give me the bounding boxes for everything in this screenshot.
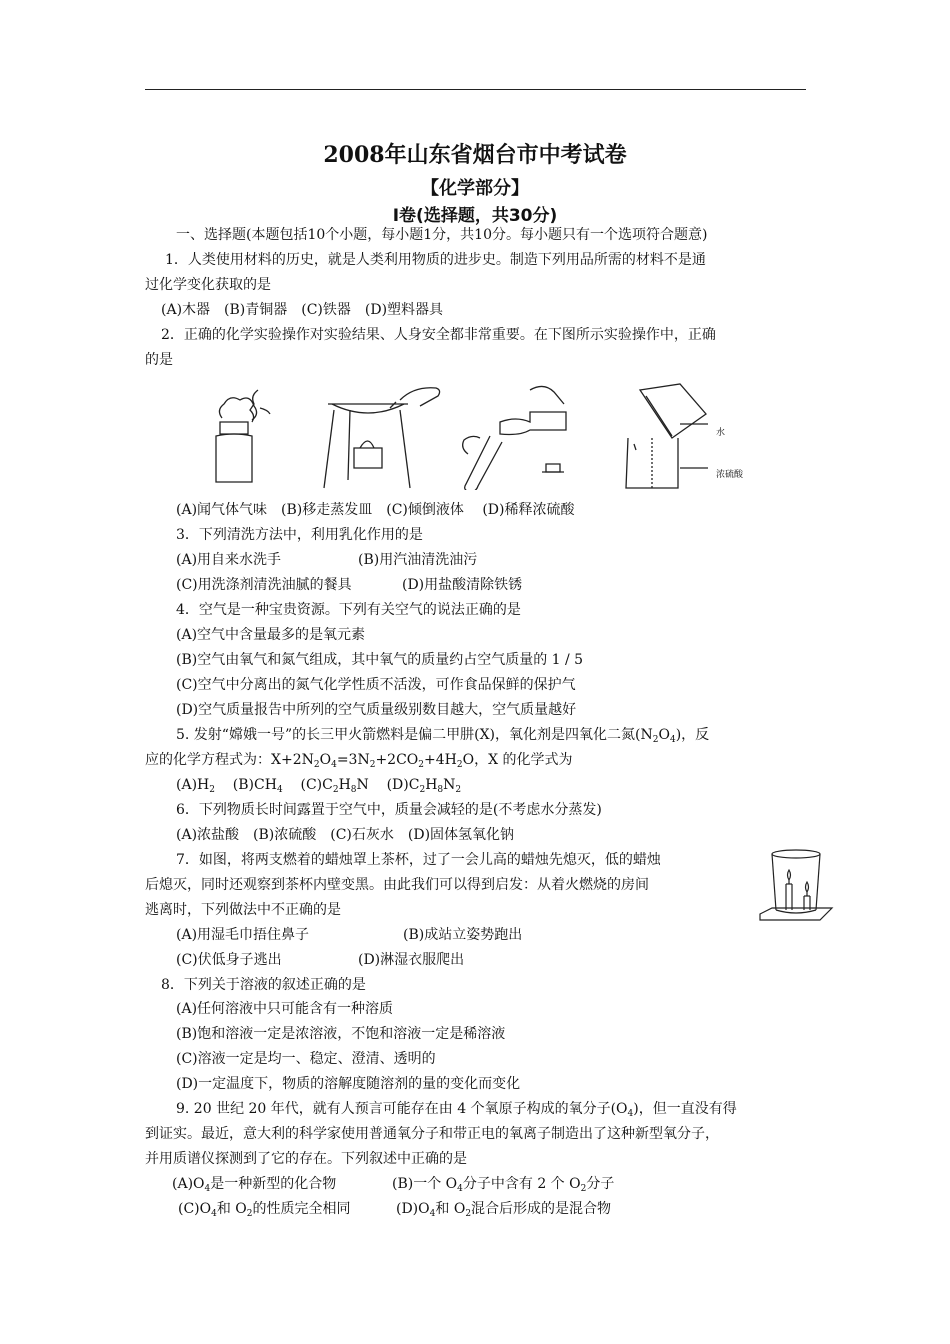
q1-stem-1: 1．人类使用材料的历史，就是人类利用物质的进步史。制造下列用品所需的材料不是通 xyxy=(165,252,706,268)
q7-stem-3: 逃离时，下列做法中不正确的是 xyxy=(145,902,341,918)
q8-option-d: (D)一定温度下，物质的溶解度随溶剂的量的变化而变化 xyxy=(176,1076,521,1092)
header-rule xyxy=(145,89,806,90)
label-conc-acid: 浓硫酸 xyxy=(716,470,744,480)
q5-stem-2: 应的化学方程式为：$X+2N_2O_4=3N_2+2CO_2+4H_2O$，X 的化学式为 xyxy=(145,752,573,770)
page-title: 2008年山东省烟台市中考试卷 xyxy=(323,142,627,168)
q4-stem: 4．空气是一种宝贵资源。下列有关空气的说法正确的是 xyxy=(176,602,521,618)
q7-option-a: (A)用湿毛巾捂住鼻子 xyxy=(176,927,310,943)
q9-option-b: (B)一个 $O_4$分子中含有 2 个 $O_2$分子 xyxy=(392,1176,615,1194)
q2-stem-1: 2．正确的化学实验操作对实验结果、人身安全都非常重要。在下图所示实验操作中，正确 xyxy=(161,327,716,343)
q3-option-d: (D)用盐酸清除铁锈 xyxy=(402,577,523,593)
subject-heading: 【化学部分】 xyxy=(421,178,529,199)
q6-stem: 6．下列物质长时间露置于空气中，质量会减轻的是(不考虑水分蒸发) xyxy=(176,802,602,818)
q9-option-d: $(D)O_4$和 $O_2$混合后形成的是混合物 xyxy=(396,1201,612,1219)
q6-options: (A)浓盐酸 (B)浓硫酸 (C)石灰水 (D)固体氢氧化钠 xyxy=(176,827,515,843)
q5-options: $(A)H_2$ $(B)CH_4$ $(C)C_2H_8N$ $(D)C_2H_8N_2$ xyxy=(176,777,462,795)
q7-option-c: (C)伏低身子逃出 xyxy=(176,952,282,968)
q9-stem-3: 并用质谱仪探测到了它的存在。下列叙述中正确的是 xyxy=(145,1151,467,1167)
q3-option-b: (B)用汽油清洗油污 xyxy=(358,552,478,568)
q9-stem-2: 到证实。最近，意大利的科学家使用普通氧分子和带正电的氧离子制造出了这种新型氧分子， xyxy=(145,1126,719,1142)
q7-option-b: (B)成站立姿势跑出 xyxy=(403,927,523,943)
label-water: 水 xyxy=(716,428,726,438)
dilute-acid-illustration xyxy=(626,384,708,488)
q9-stem-1: 9. 20 世纪 20 年代，就有人预言可能存在由 4 个氧原子构成的氧分子$(O_4)$，但一直没有得 xyxy=(176,1101,737,1119)
q2-stem-2: 的是 xyxy=(145,352,173,368)
q2-figure xyxy=(200,380,760,490)
q5-stem-1: 5. 发射“嫦娥一号”的长三甲火箭燃料是偏二甲肼(X)，氧化剂是四氧化二氮$(N_2O_4)$，反 xyxy=(176,727,710,745)
q7-option-d: (D)淋湿衣服爬出 xyxy=(358,952,465,968)
q9-option-a: $(A)O_4$是一种新型的化合物 xyxy=(172,1176,337,1194)
q1-stem-2: 过化学变化获取的是 xyxy=(145,277,271,293)
q3-option-c: (C)用洗涤剂清洗油腻的餐具 xyxy=(176,577,352,593)
q4-option-a: (A)空气中含量最多的是氧元素 xyxy=(176,627,366,643)
q7-stem-2: 后熄灭，同时还观察到茶杯内壁变黑。由此我们可以得到启发：从着火燃烧的房间 xyxy=(145,877,649,893)
q2-options: (A)闻气体气味 (B)移走蒸发皿 (C)倾倒液体 (D)稀释浓硫酸 xyxy=(176,502,575,518)
q8-stem: 8．下列关于溶液的叙述正确的是 xyxy=(161,977,366,993)
q3-option-a: (A)用自来水洗手 xyxy=(176,552,282,568)
q4-option-d: (D)空气质量报告中所列的空气质量级别数目越大，空气质量越好 xyxy=(176,702,577,718)
evaporating-dish-illustration xyxy=(324,388,440,488)
smell-gas-illustration xyxy=(216,390,270,482)
q3-stem: 3．下列清洗方法中，利用乳化作用的是 xyxy=(176,527,423,543)
instructions: 一、选择题(本题包括10个小题，每小题1分，共10分。每小题只有一个选项符合题意) xyxy=(176,227,708,243)
q7-stem-1: 7．如图，将两支燃着的蜡烛罩上茶杯，过了一会儿高的蜡烛先熄灭，低的蜡烛 xyxy=(176,852,661,868)
pour-liquid-illustration xyxy=(463,386,566,490)
section-heading: Ⅰ卷(选择题，共30分) xyxy=(392,206,558,226)
candle-cup-illustration xyxy=(758,848,834,928)
q8-option-c: (C)溶液一定是均一、稳定、澄清、透明的 xyxy=(176,1051,436,1067)
q4-option-b: (B)空气由氧气和氮气组成，其中氧气的质量约占空气质量的 1 / 5 xyxy=(176,652,584,668)
q9-option-c: $(C)O_4$和 $O_2$的性质完全相同 xyxy=(178,1201,351,1219)
q4-option-c: (C)空气中分离出的氮气化学性质不活泼，可作食品保鲜的保护气 xyxy=(176,677,576,693)
q8-option-b: (B)饱和溶液一定是浓溶液，不饱和溶液一定是稀溶液 xyxy=(176,1026,506,1042)
q8-option-a: (A)任何溶液中只可能含有一种溶质 xyxy=(176,1001,394,1017)
q1-options: (A)木器 (B)青铜器 (C)铁器 (D)塑料器具 xyxy=(161,302,444,318)
